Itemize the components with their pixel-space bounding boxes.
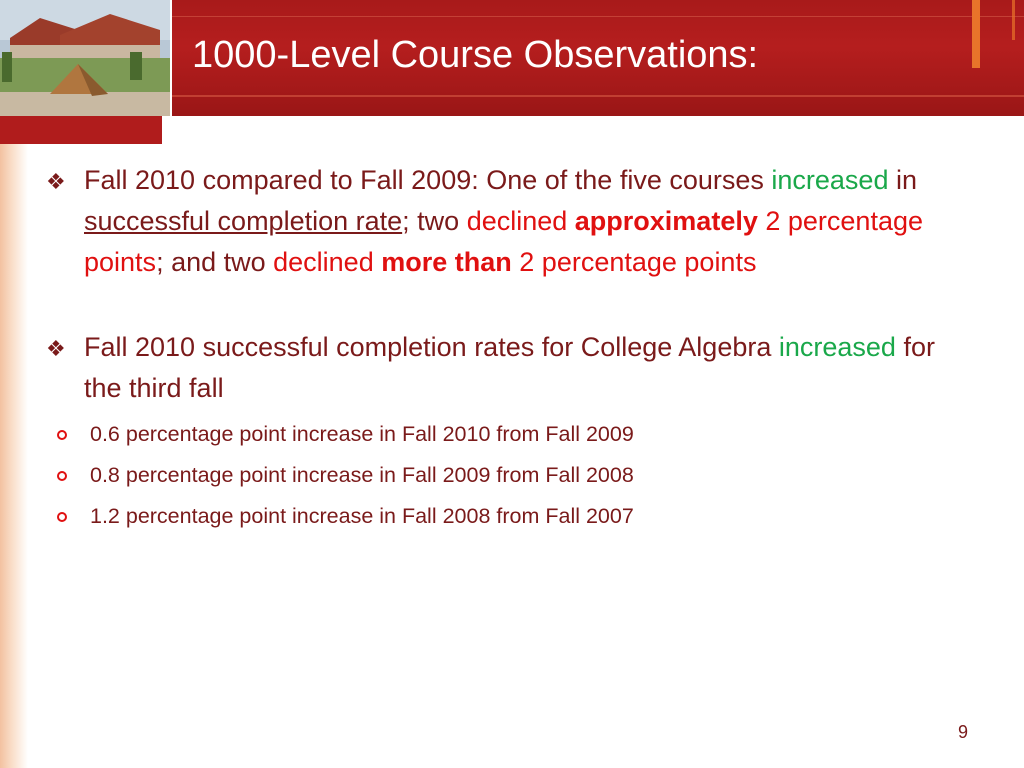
sub-bullet-item: [46, 462, 976, 488]
slide-body: [46, 160, 976, 544]
bullet-text: Fall 2010 compared to Fall 2009: One of the five courses: [84, 165, 772, 195]
bullet-text: [567, 206, 575, 236]
diamond-bullet-icon: ❖: [46, 336, 66, 361]
bullet-text: Fall 2010 successful completion rates for College Algebra: [84, 332, 779, 362]
sub-bullet-list: [46, 421, 976, 529]
circle-bullet-icon: [57, 471, 67, 481]
sub-bullet-text: 1.2 percentage point increase in Fall 2008 from Fall 2007: [90, 504, 634, 528]
left-stripe-decoration: [0, 144, 28, 768]
completion-rate-term: successful completion rate: [84, 206, 403, 236]
more-than-term: more than: [381, 247, 512, 277]
bullet-item: [46, 160, 976, 283]
header-divider-top: [172, 16, 1024, 17]
percentage-points-term: 2 percentage points: [84, 206, 923, 277]
accent-bar-small: [1012, 0, 1015, 40]
slide-title: 1000-Level Course Observations:: [192, 34, 759, 76]
diamond-bullet-icon: ❖: [46, 169, 66, 194]
sub-bullet-text: 0.8 percentage point increase in Fall 2009 from Fall 2008: [90, 463, 634, 487]
bullet-text: ; two: [402, 206, 467, 236]
header-divider: [172, 95, 1024, 97]
declined-term: declined: [273, 247, 374, 277]
bullet-item: [46, 327, 976, 409]
sub-bullet-item: [46, 503, 976, 529]
campus-photo: [0, 0, 172, 116]
circle-bullet-icon: [57, 430, 67, 440]
circle-bullet-icon: [57, 512, 67, 522]
increased-term: increased: [778, 332, 896, 362]
sub-bullet-item: [46, 421, 976, 447]
accent-bar: [972, 0, 980, 68]
page-number: 9: [958, 722, 969, 742]
sub-bullet-text: 0.6 percentage point increase in Fall 2010 from Fall 2009: [90, 422, 634, 446]
approximately-term: approximately: [574, 206, 758, 236]
bullet-text: ; and two: [156, 247, 274, 277]
bullet-text: for the third fall: [84, 332, 935, 403]
declined-term: declined: [466, 206, 568, 236]
increased-term: increased: [771, 165, 889, 195]
bullet-text: in: [888, 165, 917, 195]
left-tab-decoration: [0, 116, 162, 144]
percentage-points-term: 2 percentage points: [519, 247, 757, 277]
